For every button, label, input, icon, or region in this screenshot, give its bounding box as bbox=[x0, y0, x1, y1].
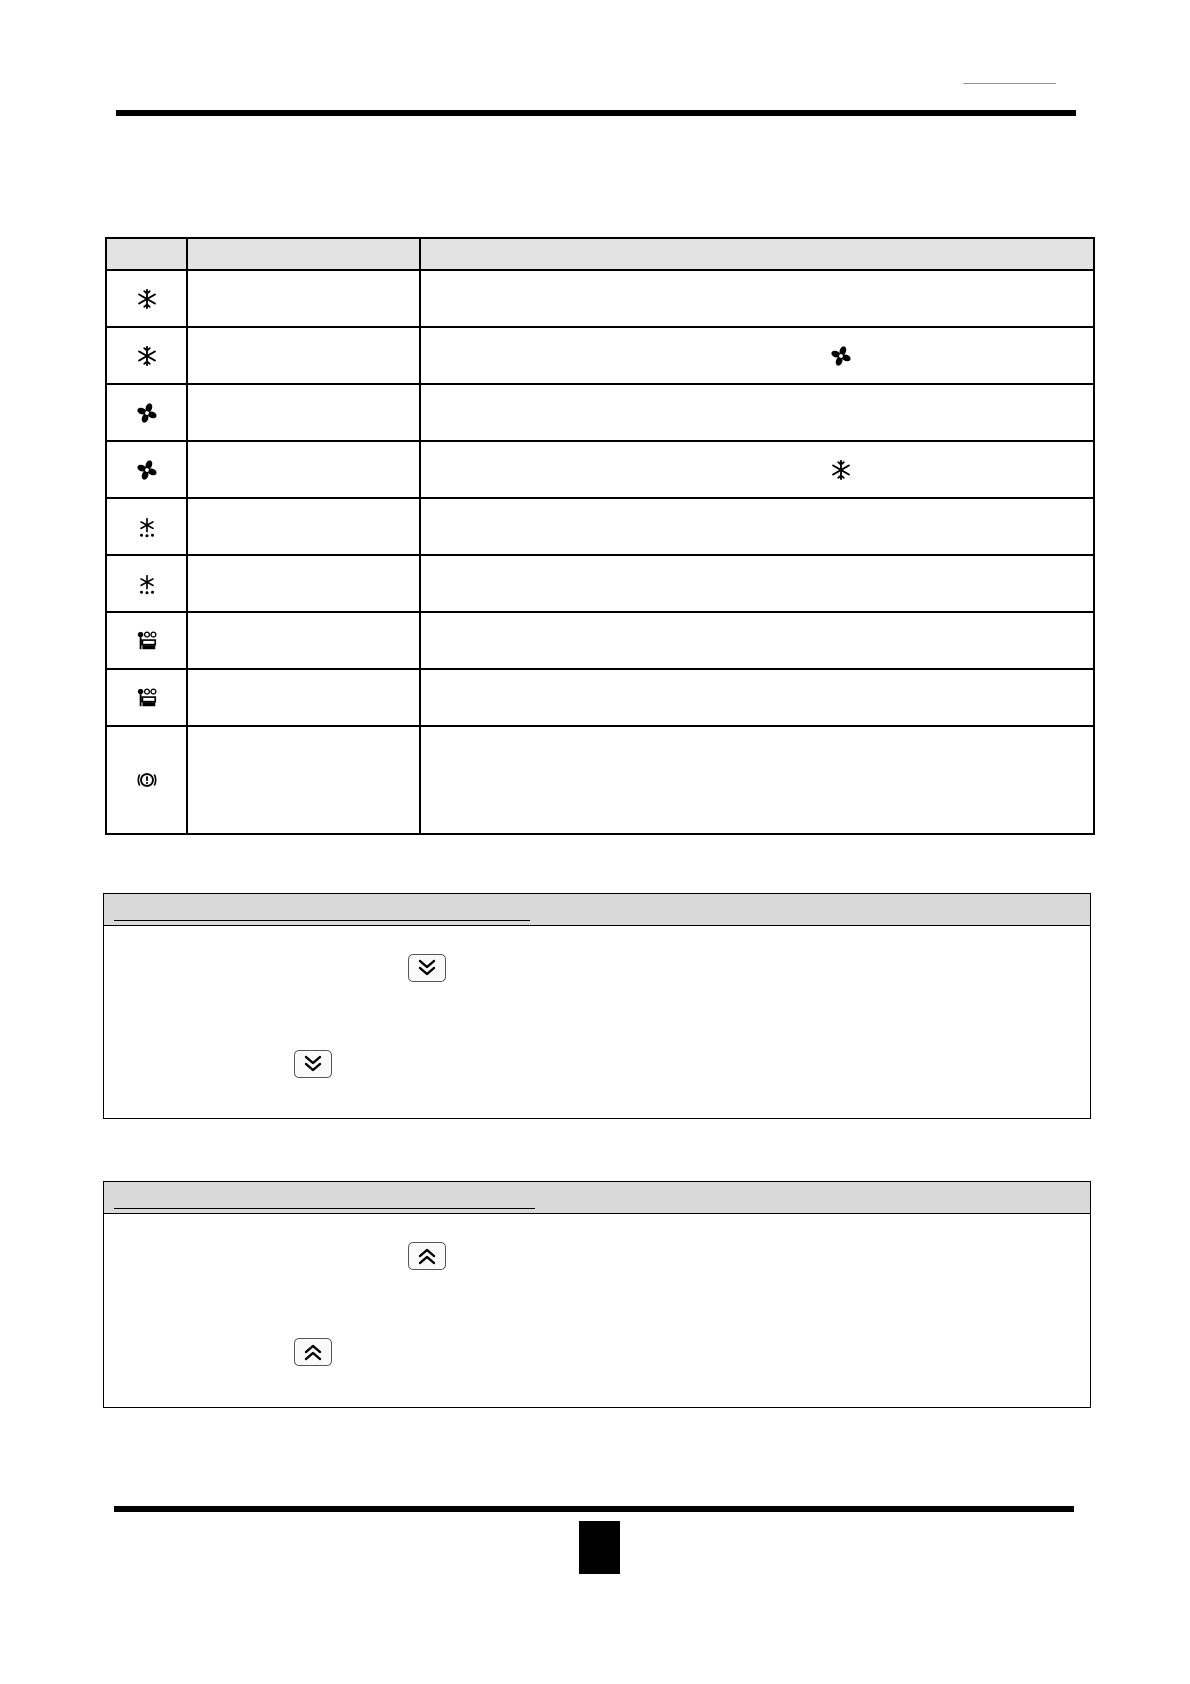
table-row bbox=[106, 555, 1094, 612]
title-underline bbox=[114, 1208, 535, 1209]
defrost-icon bbox=[107, 516, 186, 538]
up-key-button[interactable] bbox=[408, 1242, 446, 1270]
table-row bbox=[106, 726, 1094, 834]
info-box-title-bar bbox=[104, 894, 1090, 926]
fan-icon bbox=[107, 459, 186, 481]
table-row bbox=[106, 270, 1094, 327]
double-chevron-down-icon bbox=[415, 959, 439, 977]
table-row bbox=[106, 612, 1094, 669]
snowflake-icon bbox=[830, 459, 852, 481]
down-key-button[interactable] bbox=[408, 954, 446, 982]
info-box-title-bar bbox=[104, 1182, 1090, 1214]
header-rule bbox=[116, 110, 1076, 116]
double-chevron-up-icon bbox=[415, 1247, 439, 1265]
icon-table bbox=[105, 237, 1095, 835]
row-name-cell bbox=[187, 384, 420, 441]
row-name-cell bbox=[187, 669, 420, 726]
info-box-down bbox=[103, 893, 1091, 1119]
row-description-cell bbox=[420, 555, 1094, 612]
table-row bbox=[106, 327, 1094, 384]
up-key-button[interactable] bbox=[294, 1338, 332, 1366]
snowflake-icon bbox=[107, 288, 186, 310]
row-name-cell bbox=[187, 441, 420, 498]
defrost-icon bbox=[107, 573, 186, 595]
alarm-icon bbox=[107, 769, 186, 791]
down-key-button[interactable] bbox=[294, 1050, 332, 1078]
auxiliary-icon bbox=[107, 630, 186, 652]
row-name-cell bbox=[187, 726, 420, 834]
fan-icon bbox=[830, 345, 852, 367]
row-description-cell bbox=[420, 669, 1094, 726]
table-row bbox=[106, 441, 1094, 498]
row-name-cell bbox=[187, 270, 420, 327]
fan-icon bbox=[107, 402, 186, 424]
row-description-cell bbox=[420, 498, 1094, 555]
double-chevron-down-icon bbox=[301, 1055, 325, 1073]
table-header-row bbox=[106, 238, 1094, 270]
snowflake-icon bbox=[107, 345, 186, 367]
header-cell-description bbox=[420, 238, 1094, 270]
row-name-cell bbox=[187, 498, 420, 555]
row-description-cell bbox=[420, 327, 1094, 384]
row-description-cell bbox=[420, 270, 1094, 327]
table-row bbox=[106, 498, 1094, 555]
auxiliary-icon bbox=[107, 687, 186, 709]
title-underline bbox=[114, 920, 530, 921]
footer-rule bbox=[114, 1506, 1074, 1512]
table-row bbox=[106, 669, 1094, 726]
row-name-cell bbox=[187, 555, 420, 612]
row-description-cell bbox=[420, 726, 1094, 834]
row-description-cell bbox=[420, 441, 1094, 498]
table-row bbox=[106, 384, 1094, 441]
row-name-cell bbox=[187, 327, 420, 384]
row-name-cell bbox=[187, 612, 420, 669]
info-box-up bbox=[103, 1181, 1091, 1408]
row-description-cell bbox=[420, 384, 1094, 441]
header-cell-icon bbox=[106, 238, 187, 270]
double-chevron-up-icon bbox=[301, 1343, 325, 1361]
page-number-box bbox=[579, 1521, 620, 1574]
header-link-underline bbox=[963, 83, 1056, 84]
row-description-cell bbox=[420, 612, 1094, 669]
header-cell-name bbox=[187, 238, 420, 270]
